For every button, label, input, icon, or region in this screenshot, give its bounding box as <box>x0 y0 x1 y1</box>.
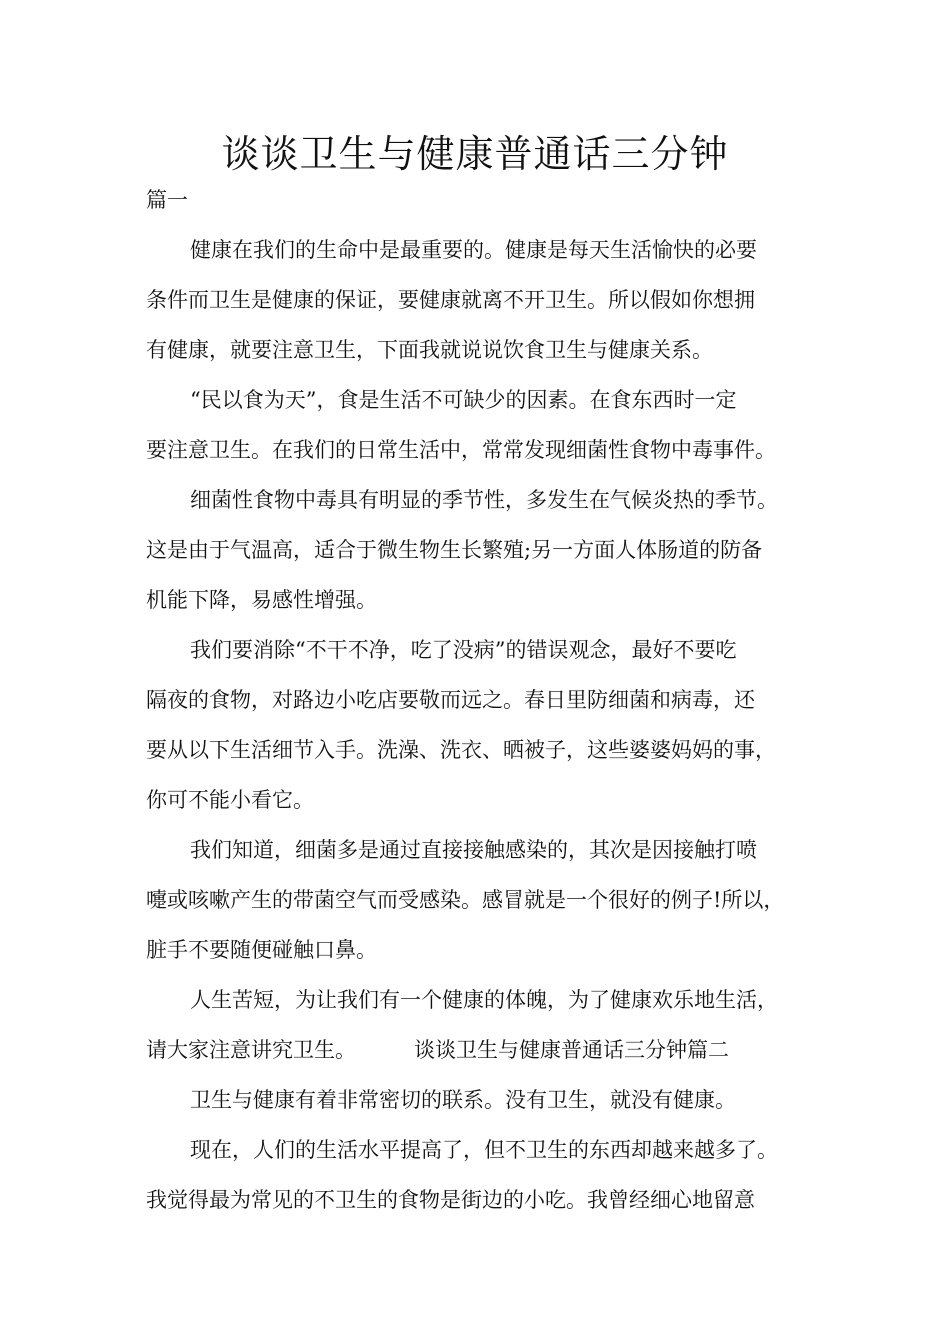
paragraph-line-with-heading <box>146 1034 826 1066</box>
paragraph-line: 嚏或咳嗽产生的带菌空气而受感染。感冒就是一个很好的例子!所以， <box>146 888 785 912</box>
paragraph-line: 我们知道，细菌多是通过直接接触感染的，其次是因接触打喷 <box>190 838 757 862</box>
paragraph-line: 要注意卫生。在我们的日常生活中，常常发现细菌性食物中毒事件。 <box>146 438 776 462</box>
paragraph-line: 条件而卫生是健康的保证，要健康就离不开卫生。所以假如你想拥 <box>146 288 755 312</box>
paragraph-line: 这是由于气温高，适合于微生物生长繁殖;另一方面人体肠道的防备 <box>146 538 763 562</box>
paragraph-line: 机能下降，易感性增强。 <box>146 588 377 612</box>
paragraph-line: 你可不能小看它。 <box>146 788 314 812</box>
paragraph-line: 卫生与健康有着非常密切的联系。没有卫生，就没有健康。 <box>190 1088 736 1112</box>
paragraph-line: 我觉得最为常见的不卫生的食物是街边的小吃。我曾经细心地留意 <box>146 1188 755 1212</box>
document-title: 谈谈卫生与健康普通话三分钟 <box>221 132 729 176</box>
section-heading-2: 谈谈卫生与健康普通话三分钟篇二 <box>414 1038 729 1062</box>
paragraph-line: 脏手不要随便碰触口鼻。 <box>146 938 377 962</box>
section-label-1: 篇一 <box>146 188 188 212</box>
paragraph-line: “民以食为天”，食是生活不可缺少的因素。在食东西时一定 <box>190 388 737 412</box>
paragraph-line-text: 请大家注意讲究卫生。 <box>146 1038 356 1062</box>
paragraph-line: 健康在我们的生命中是最重要的。健康是每天生活愉快的必要 <box>190 238 757 262</box>
paragraph-line: 现在，人们的生活水平提高了，但不卫生的东西却越来越多了。 <box>190 1138 778 1162</box>
paragraph-line: 隔夜的食物，对路边小吃店要敬而远之。春日里防细菌和病毒，还 <box>146 688 755 712</box>
paragraph-line: 有健康，就要注意卫生，下面我就说说饮食卫生与健康关系。 <box>146 338 713 362</box>
paragraph-line: 要从以下生活细节入手。洗澡、洗衣、晒被子，这些婆婆妈妈的事， <box>146 738 776 762</box>
paragraph-line: 细菌性食物中毒具有明显的季节性，多发生在气候炎热的季节。 <box>190 488 778 512</box>
paragraph-line: 我们要消除“不干不净，吃了没病”的错误观念，最好不要吃 <box>190 638 737 662</box>
paragraph-line: 人生苦短，为让我们有一个健康的体魄，为了健康欢乐地生活， <box>190 988 778 1012</box>
